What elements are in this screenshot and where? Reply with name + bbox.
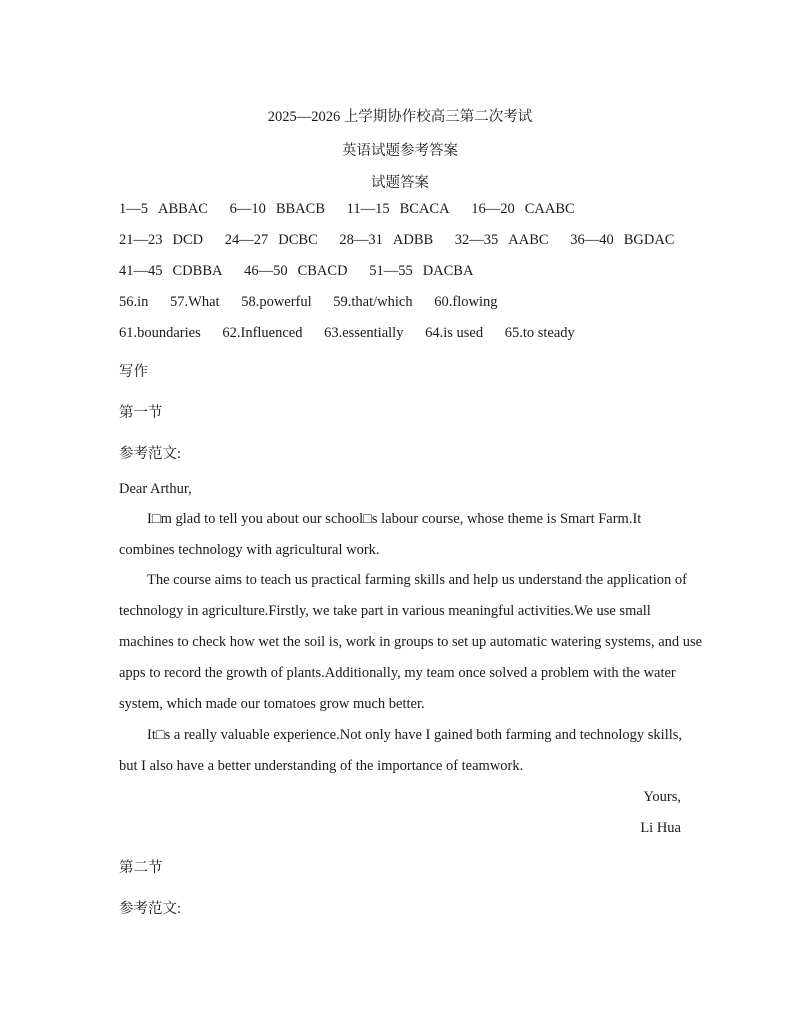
answer-key: DCD [172,232,204,248]
answer-range: 21—23 [119,232,163,248]
answer-range: 16—20 [471,201,515,217]
answer-range: 24—27 [224,232,269,248]
salutation: Dear Arthur, [119,481,192,497]
answer-row-1 [119,201,593,218]
essay-line: combines technology with agricultural work. [119,542,380,558]
answer-key: CDBBA [172,263,223,279]
fill-answer: 58.powerful [241,294,312,310]
section-title: 试题答案 [371,175,429,191]
fill-answer: 60.flowing [434,294,498,310]
answer-key: ADBB [392,232,434,248]
answer-row-5 [119,325,593,342]
answer-range: 41—45 [119,263,163,279]
answer-range: 36—40 [570,232,614,248]
essay-line: The course aims to teach us practical farming skills and help us understand the application of [147,572,687,588]
essay-line: It□s a really valuable experience.Not only have I gained both farming and technology skills, [147,727,683,743]
letter-closing: Yours, [643,789,681,805]
part-one-heading: 第一节 [119,405,163,421]
sample-essay-label: 参考范文: [119,446,182,462]
letter-signature: Li Hua [640,820,681,836]
essay-line: system, which made our tomatoes grow much better. [119,696,425,712]
fill-answer: 63.essentially [324,325,404,341]
document-subtitle: 英语试题参考答案 [342,143,458,159]
fill-answer: 56.in [119,294,149,310]
answer-row-3 [119,263,491,280]
answer-key: CBACD [297,263,348,279]
fill-answer: 57.What [170,294,220,310]
answer-row-4 [119,294,515,311]
essay-line: technology in agriculture.Firstly, we take part in various meaningful activities.We use small [119,603,651,619]
fill-answer: 61.boundaries [119,325,201,341]
essay-line: I□m glad to tell you about our school□s labour course, whose theme is Smart Farm.It [147,511,642,527]
answer-range: 28—31 [339,232,383,248]
answer-key: BCACA [399,201,450,217]
answer-range: 46—50 [244,263,288,279]
answer-range: 1—5 [119,201,148,217]
answer-key: CAABC [524,201,575,217]
answer-key: DACBA [422,263,474,279]
fill-answer: 64.is used [425,325,484,341]
answer-key: AABC [508,232,549,248]
exam-title: 2025—2026 上学期协作校高三第二次考试 [267,109,533,125]
answer-row-2 [119,232,692,249]
answer-key: BBACB [275,201,326,217]
essay-line: apps to record the growth of plants.Additionally, my team once solved a problem with the water [119,665,676,681]
answer-key: DCBC [278,232,318,248]
writing-heading: 写作 [119,364,148,380]
answer-range: 6—10 [229,201,266,217]
fill-answer: 62.Influenced [222,325,303,341]
fill-answer: 65.to steady [504,325,575,341]
answer-range: 11—15 [346,201,390,217]
essay-line: machines to check how wet the soil is, work in groups to set up automatic watering systems, and use [119,634,703,650]
essay-line: but I also have a better understanding of the importance of teamwork. [119,758,524,774]
fill-answer: 59.that/which [333,294,413,310]
answer-range: 51—55 [369,263,413,279]
sample-essay-label-2: 参考范文: [119,901,182,917]
answer-key: ABBAC [158,201,208,217]
answer-key: BGDAC [623,232,675,248]
part-two-heading: 第二节 [119,860,163,876]
answer-range: 32—35 [454,232,499,248]
